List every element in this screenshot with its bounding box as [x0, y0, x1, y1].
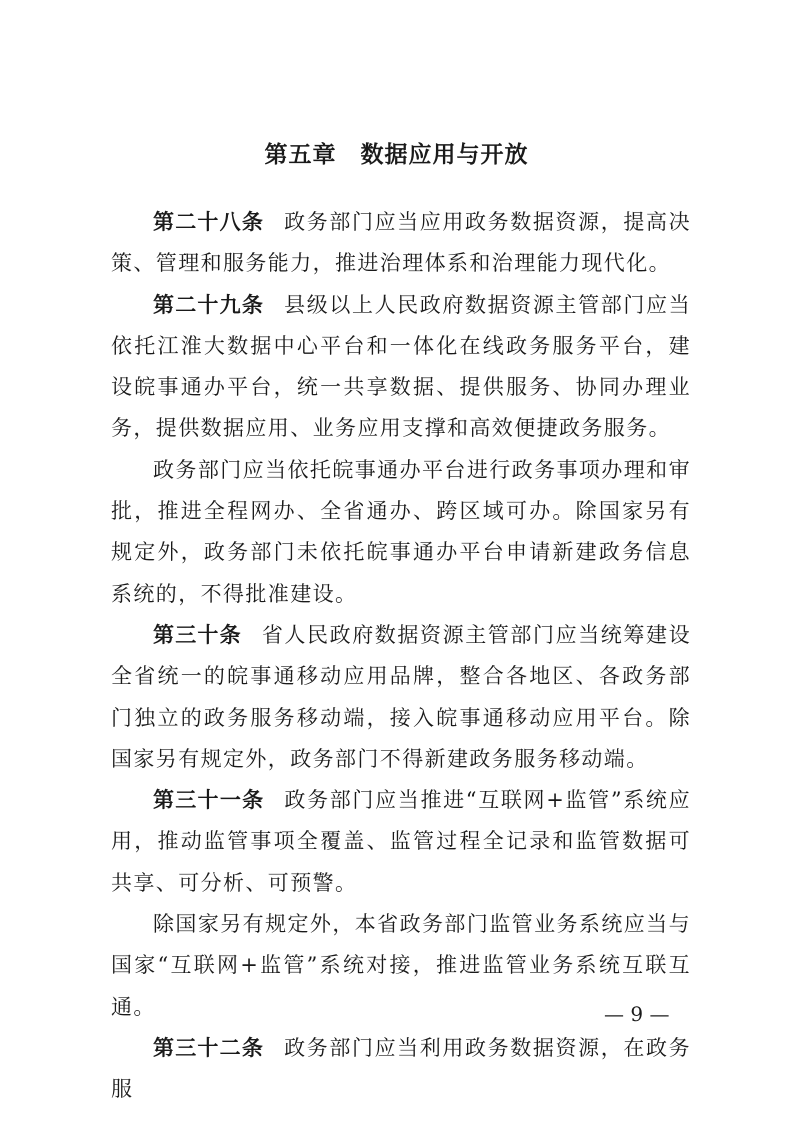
paragraph — [111, 780, 691, 904]
article-number: 第三十条 — [153, 622, 242, 647]
paragraph — [111, 1028, 691, 1111]
paragraph-text: 除国家另有规定外，本省政务部门监管业务系统应当与国家“互联网+监管”系统对接，推进监管业务系统互联互通。 — [111, 912, 691, 1019]
paragraph-text: 政务部门应当应用政务数据资源，提高决策、管理和服务能力，推进治理体系和治理能力现代化。 — [111, 210, 691, 276]
body-text — [111, 202, 691, 1111]
article-number: 第三十一条 — [153, 788, 265, 813]
paragraph-text: 政务部门应当利用政务数据资源，在政务服 — [111, 1035, 691, 1102]
article-number: 第二十九条 — [153, 292, 265, 317]
article-number: 第三十二条 — [153, 1035, 265, 1060]
paragraph-text: 政务部门应当依托皖事通办平台进行政务事项办理和审批，推进全程网办、全省通办、跨区域可办。除国家另有规定外，政务部门未依托皖事通办平台申请新建政务信息系统的，不得批准建设。 — [111, 457, 691, 606]
paragraph — [111, 615, 691, 780]
page-number: — 9 — — [604, 1002, 670, 1026]
paragraph — [111, 202, 691, 285]
article-number: 第二十八条 — [153, 210, 265, 234]
paragraph — [111, 450, 691, 615]
paragraph — [111, 285, 691, 450]
paragraph-text: 省人民政府数据资源主管部门应当统筹建设全省统一的皖事通移动应用品牌，整合各地区、各政务部门独立的政务服务移动端，接入皖事通移动应用平台。除国家另有规定外，政务部门不得新建政务服务移动端。 — [111, 622, 692, 771]
paragraph-text: 政务部门应当推进“互联网+监管”系统应用，推动监管事项全覆盖、监管过程全记录和监管数据可共享、可分析、可预警。 — [111, 788, 692, 895]
chapter-title: 第五章 数据应用与开放 — [264, 142, 529, 168]
paragraph-text: 县级以上人民政府数据资源主管部门应当依托江淮大数据中心平台和一体化在线政务服务平台，建设皖事通办平台，统一共享数据、提供服务、协同办理业务，提供数据应用、业务应用支撑和高效便捷政务服务。 — [111, 292, 691, 441]
